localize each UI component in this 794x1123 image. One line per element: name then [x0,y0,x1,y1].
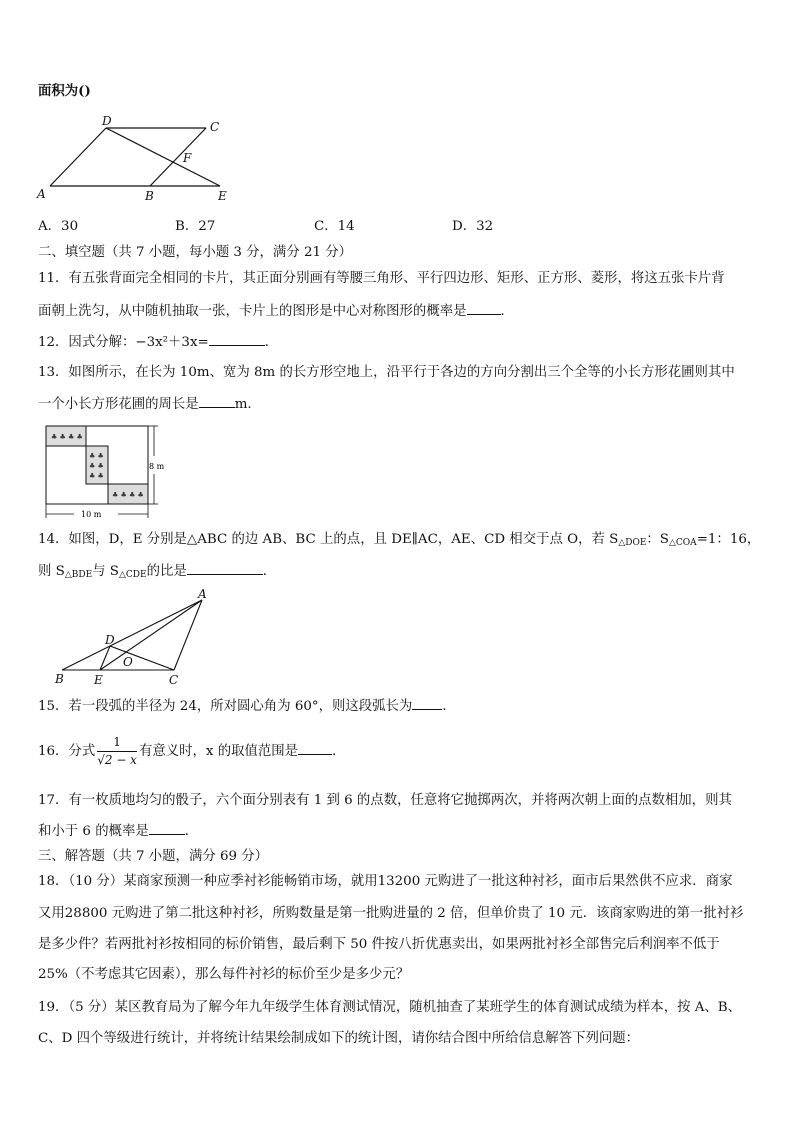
q14-label-O: O [123,655,133,669]
q13-height-label: 8 m [149,462,165,471]
q13-line1: 13．如图所示，在长为 10m、宽为 8m 的长方形空地上，沿平行于各边的方向分割出三个全等的小长方形花圃则其中 [38,365,735,380]
q14-line2: 则 $S_{\triangle BDE}$与 $S_{\triangle CDE}$的比是 ． [38,564,277,580]
label-A: A [37,187,46,201]
q17-line2: 和小于 6 的概率是 ． [38,824,199,839]
q16-fraction: $\frac{1}{√2 - x}$ [97,735,137,767]
svg-text:♣ ♣: ♣ ♣ [89,452,104,460]
q14-label-C: C [169,673,179,687]
q18-line4: 25%（不考虑其它因素），那么每件衬衫的标价至少是多少元？ [38,967,410,982]
svg-text:♣ ♣ ♣ ♣: ♣ ♣ ♣ ♣ [112,491,144,499]
q18-line3: 是多少件？若两批衬衫按相同的标价销售，最后剩下 50 件按八折优惠卖出，如果两批衬衫全部售完后利润率不低于 [38,937,720,952]
q16-answer-blank[interactable] [298,742,332,755]
q14-answer-blank[interactable] [187,562,263,575]
section-2-heading: 二、填空题（共 7 小题，每小题 3 分，满分 21 分） [38,245,353,260]
label-E: E [218,189,227,203]
q13-width-label: 10 m [81,510,102,519]
q14-label-B: B [55,672,64,686]
q13-line2: 一个小长方形花圃的周长是 m. [38,397,252,412]
svg-text:♣ ♣: ♣ ♣ [89,462,104,470]
label-B: B [145,189,154,203]
q10-tail-text: 面积为() [38,83,91,99]
q11-line2: 面朝上洗匀，从中随机抽取一张，卡片上的图形是中心对称图形的概率是 ． [38,304,514,319]
q10-option-d: D．32 [452,219,494,234]
q11-line1: 11．有五张背面完全相同的卡片，其正面分别画有等腰三角形、平行四边形、矩形、正方形、菱形，将这五张卡片背 [38,271,725,286]
label-C: C [210,120,220,134]
section-3-heading: 三、解答题（共 7 小题，满分 69 分） [38,849,269,864]
q10-option-c: C．14 [314,219,355,234]
q13-garden-figure [40,422,180,522]
label-D: D [102,114,112,128]
q19-line1: 19．（5 分）某区教育局为了解今年九年级学生体育测试情况，随机抽查了某班学生的体育测试成绩为样本，按 A、B、 [38,1000,742,1015]
q10-option-a: A．30 [38,219,79,234]
q19-line2: C、D 四个等级进行统计，并将统计结果绘制成如下的统计图，请你结合图中所给信息解答下列问题： [38,1031,640,1046]
q17-answer-blank[interactable] [149,822,185,835]
q12-answer-blank[interactable] [209,333,265,346]
q14-label-E: E [94,673,103,687]
q18-line1: 18．（10 分）某商家预测一种应季衬衫能畅销市场，就用13200 元购进了一批这种衬衫，面市后果然供不应求．商家 [38,874,733,889]
q13-answer-blank[interactable] [199,395,235,408]
q15-answer-blank[interactable] [412,697,442,710]
q10-parallelogram-figure [34,112,244,204]
svg-text:♣ ♣: ♣ ♣ [89,472,104,480]
q18-line2: 又用28800 元购进了第二批这种衬衫，所购数量是第一批购进量的 2 倍，但单价贵了 10 元．该商家购进的第一批衬衫 [38,906,744,921]
q12-line: 12．因式分解：−3x²＋3x= ． [38,335,279,350]
q14-line1: 14．如图，D，E 分别是△ABC 的边 AB、BC 上的点，且 DE∥AC，AE、CD 相交于点 O，若 $S_{\triangle DOE}$：$S_{\triangle COA}=1$：16， [38,532,761,548]
q11-answer-blank[interactable] [467,302,501,315]
q10-option-b: B．27 [175,219,216,234]
q16-line: 16．分式 $\frac{1}{√2 - x}$ 有意义时，x 的取值范围是 ． [38,735,346,767]
q14-label-D: D [105,633,115,647]
svg-text:♣ ♣ ♣ ♣: ♣ ♣ ♣ ♣ [51,433,83,441]
q14-triangle-figure [52,588,222,688]
q15-line: 15．若一段弧的半径为 24，所对圆心角为 60°，则这段弧长为 ． [38,699,456,714]
q14-label-A: A [198,588,207,601]
label-F: F [183,151,192,165]
q17-line1: 17．有一枚质地均匀的骰子，六个面分别表有 1 到 6 的点数，任意将它抛掷两次，并将两次朝上面的点数相加，则其 [38,793,732,808]
